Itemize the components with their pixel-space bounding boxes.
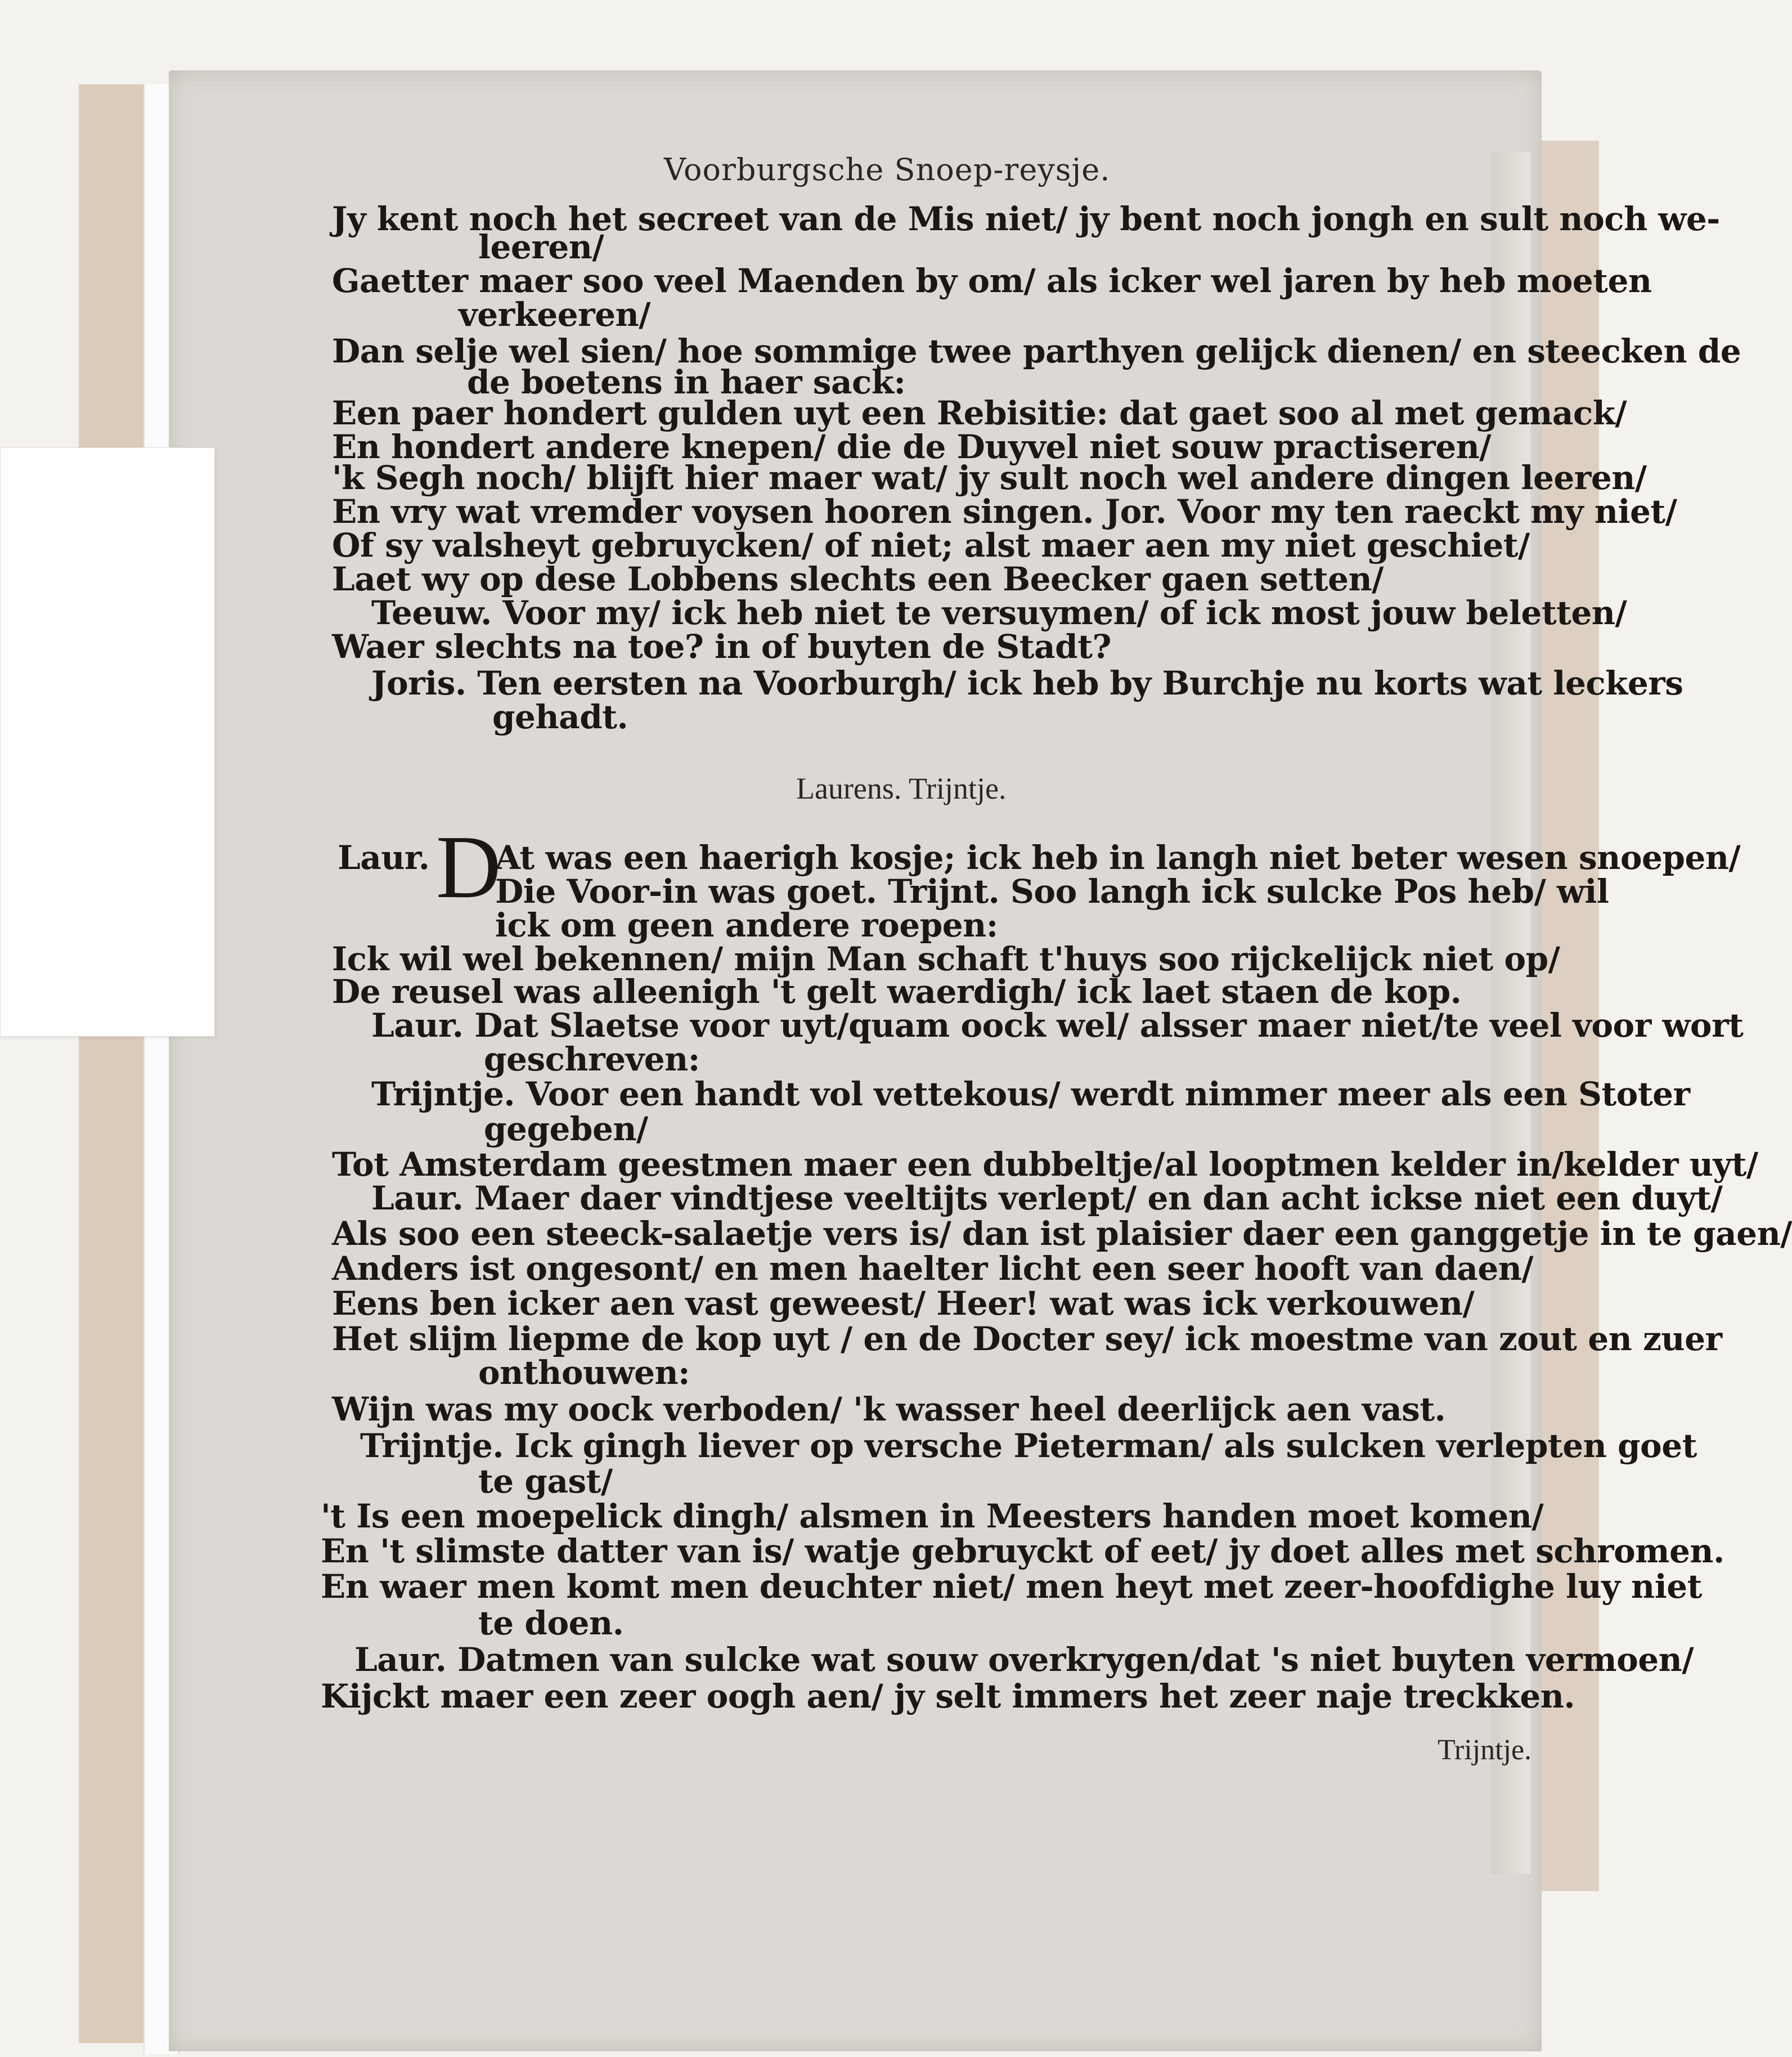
text-line: Wijn was my oock verboden/ 'k wasser heel deerlijck aen vast. (332, 1390, 1446, 1428)
text-line: geschreven: (484, 1040, 700, 1078)
text-line: gegeben/ (484, 1110, 648, 1148)
text-line: De reusel was alleenigh 't gelt waerdigh/ ick laet staen de kop. (332, 973, 1462, 1011)
text-line: Trijntje. Ick gingh liever op versche Pieterman/ als sulcken verlepten goet (360, 1427, 1697, 1465)
text-line: onthouwen: (478, 1354, 690, 1392)
text-line: Anders ist ongesont/ en men haelter licht een seer hooft van daen/ (332, 1249, 1534, 1288)
text-line: En vry wat vremder voysen hooren singen. Jor. Voor my ten raeckt my niet/ (332, 492, 1677, 531)
text-line: En hondert andere knepen/ die de Duyvel niet souw practiseren/ (332, 428, 1491, 466)
text-line: Gaetter maer soo veel Maenden by om/ als icker wel jaren by heb moeten (332, 262, 1652, 300)
text-line: Eens ben icker aen vast geweest/ Heer! wat was ick verkouwen/ (332, 1284, 1475, 1323)
text-line: Als soo een steeck-salaetje vers is/ dan ist plaisier daer een ganggetje in te gaen/ (332, 1215, 1792, 1253)
text-line: gehadt. (492, 698, 628, 736)
text-line: Trijntje. Voor een handt vol vettekous/ werdt nimmer meer als een Stoter (371, 1075, 1690, 1113)
text-line: Jy kent noch het secreet van de Mis niet/ jy bent noch jongh en sult noch we- (332, 200, 1720, 238)
text-line: Teeuw. Voor my/ ick heb niet te versuymen/ of ick most jouw beletten/ (371, 594, 1627, 632)
text-line: Laet wy op dese Lobbens slechts een Beecker gaen setten/ (332, 560, 1384, 598)
text-line: leeren/ (478, 228, 604, 266)
text-line: Joris. Ten eersten na Voorburgh/ ick heb by Burchje nu korts wat leckers (371, 664, 1683, 702)
text-line: Waer slechts na toe? in of buyten de Stadt? (332, 628, 1111, 666)
text-line: 't Is een moepelick dingh/ alsmen in Meesters handen moet komen/ (321, 1497, 1544, 1535)
text-line: Laur. Dat Slaetse voor uyt/quam oock wel/ alsser maer niet/te veel voor wort (371, 1006, 1744, 1045)
text-line: Of sy valsheyt gebruycken/ of niet; alst maer aen my niet geschiet/ (332, 526, 1530, 564)
text-line: Tot Amsterdam geestmen maer een dubbeltje/al looptmen kelder in/kelder uyt/ (332, 1145, 1758, 1184)
text-line: Laur. Maer daer vindtjese veeltijts verlept/ en dan acht ickse niet een duyt/ (371, 1179, 1723, 1217)
text-line: de boetens in haer sack: (467, 363, 906, 401)
catchword: Trijntje. (1438, 1734, 1532, 1766)
section-title: Laurens. Trijntje. (796, 772, 1007, 805)
text-line: En 't slimste datter van is/ watje gebruyckt of eet/ jy doet alles met schromen. (321, 1532, 1724, 1570)
text-line: ick om geen andere roepen: (495, 906, 998, 944)
text-line: At was een haerigh kosje; ick heb in langh niet beter wesen snoepen/ (495, 839, 1741, 877)
text-line: Dan selje wel sien/ hoe sommige twee parthyen gelijck dienen/ en steecken de (332, 332, 1741, 370)
text-line: 'k Segh noch/ blijft hier maer wat/ jy sult noch wel andere dingen leeren/ (332, 459, 1647, 497)
drop-cap: D (436, 817, 501, 917)
text-line: Kijckt maer een zeer oogh aen/ jy selt immers het zeer naje treckken. (321, 1677, 1575, 1715)
running-header: Voorburgsche Snoep-reysje. (664, 152, 1111, 187)
text-line: En waer men komt men deuchter niet/ men heyt met zeer-hoofdighe luy niet (321, 1567, 1702, 1606)
text-line: verkeeren/ (459, 295, 650, 334)
text-line: Ick wil wel bekennen/ mijn Man schaft t'huys soo rijckelijck niet op/ (332, 940, 1560, 978)
white-card (0, 447, 215, 1037)
text-line: Die Voor-in was goet. Trijnt. Soo langh ick sulcke Pos heb/ wil (495, 872, 1609, 911)
speaker-label: Laur. (338, 839, 430, 877)
text-line: te gast/ (478, 1462, 613, 1500)
text-line: Het slijm liepme de kop uyt / en de Docter sey/ ick moestme van zout en zuer (332, 1320, 1722, 1358)
text-line: Een paer hondert gulden uyt een Rebisitie: dat gaet soo al met gemack/ (332, 394, 1627, 432)
text-line: Laur. Datmen van sulcke wat souw overkrygen/dat 's niet buyten vermoen/ (354, 1641, 1694, 1679)
text-line: te doen. (478, 1604, 624, 1642)
